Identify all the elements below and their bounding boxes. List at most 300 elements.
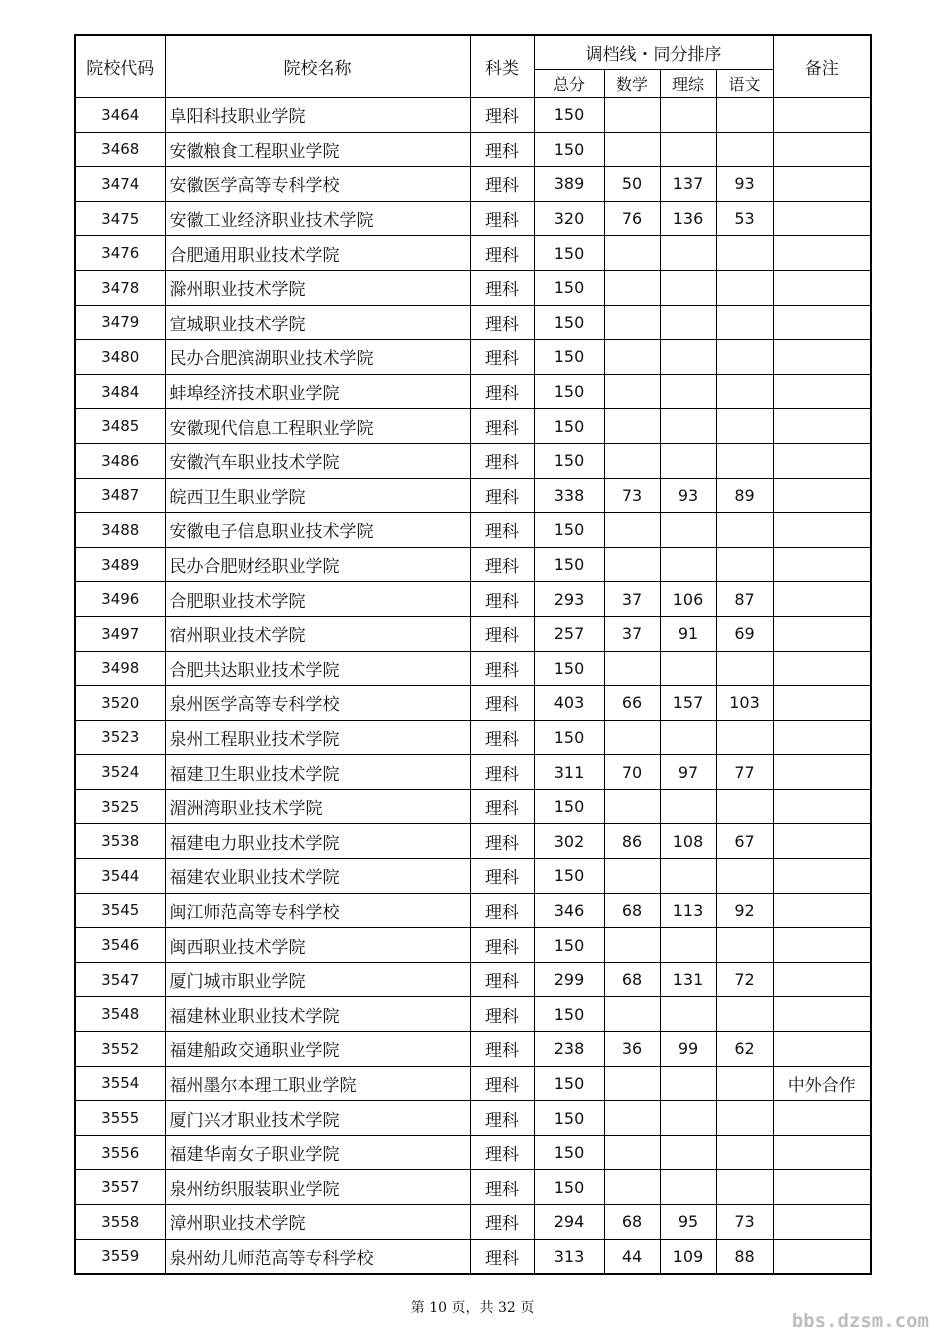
cell-math <box>604 98 660 133</box>
table-row <box>75 167 871 202</box>
cell-math: 86 <box>604 824 660 859</box>
cell-chinese: 62 <box>716 1032 773 1067</box>
cell-category: 理科 <box>470 1135 534 1170</box>
table-row <box>75 893 871 928</box>
cell-math <box>604 132 660 167</box>
cell-note <box>773 616 871 651</box>
cell-math: 66 <box>604 686 660 721</box>
cell-total: 150 <box>534 443 604 478</box>
header-school-code: 院校代码 <box>75 35 165 98</box>
cell-math <box>604 997 660 1032</box>
cell-category: 理科 <box>470 686 534 721</box>
cell-total: 150 <box>534 340 604 375</box>
cell-total: 150 <box>534 789 604 824</box>
cell-chinese <box>716 1066 773 1101</box>
cell-science: 97 <box>660 755 716 790</box>
cell-school-name: 安徽电子信息职业技术学院 <box>165 513 470 548</box>
cell-note <box>773 167 871 202</box>
cell-category: 理科 <box>470 1032 534 1067</box>
cell-math <box>604 1066 660 1101</box>
cell-note <box>773 651 871 686</box>
cell-category: 理科 <box>470 928 534 963</box>
cell-total: 150 <box>534 98 604 133</box>
cell-note <box>773 513 871 548</box>
table-row <box>75 98 871 133</box>
cell-chinese: 73 <box>716 1205 773 1240</box>
table-row <box>75 616 871 651</box>
cell-school-code: 3558 <box>75 1205 165 1240</box>
cell-science <box>660 236 716 271</box>
cell-math: 76 <box>604 201 660 236</box>
cell-science <box>660 132 716 167</box>
cell-school-name: 闽西职业技术学院 <box>165 928 470 963</box>
cell-category: 理科 <box>470 962 534 997</box>
cell-note <box>773 1239 871 1274</box>
cell-science <box>660 789 716 824</box>
cell-math <box>604 305 660 340</box>
cell-total: 150 <box>534 1170 604 1205</box>
cell-school-code: 3555 <box>75 1101 165 1136</box>
cell-science: 99 <box>660 1032 716 1067</box>
cell-school-name: 厦门兴才职业技术学院 <box>165 1101 470 1136</box>
cell-school-name: 合肥通用职业技术学院 <box>165 236 470 271</box>
cell-total: 150 <box>534 720 604 755</box>
cell-math: 68 <box>604 962 660 997</box>
cell-total: 338 <box>534 478 604 513</box>
cell-total: 313 <box>534 1239 604 1274</box>
table-row <box>75 997 871 1032</box>
cell-school-name: 厦门城市职业学院 <box>165 962 470 997</box>
table-row <box>75 1032 871 1067</box>
cell-category: 理科 <box>470 201 534 236</box>
cell-note <box>773 98 871 133</box>
cell-note <box>773 1170 871 1205</box>
cell-school-name: 福州墨尔本理工职业学院 <box>165 1066 470 1101</box>
cell-category: 理科 <box>470 789 534 824</box>
cell-category: 理科 <box>470 893 534 928</box>
cell-school-name: 民办合肥滨湖职业技术学院 <box>165 340 470 375</box>
cell-math <box>604 513 660 548</box>
cell-science <box>660 340 716 375</box>
cell-science: 131 <box>660 962 716 997</box>
cell-chinese <box>716 374 773 409</box>
cell-math <box>604 789 660 824</box>
cell-note <box>773 1135 871 1170</box>
cell-school-code: 3559 <box>75 1239 165 1274</box>
cell-school-code: 3486 <box>75 443 165 478</box>
cell-math <box>604 1101 660 1136</box>
cell-chinese: 88 <box>716 1239 773 1274</box>
cell-category: 理科 <box>470 374 534 409</box>
cell-school-name: 福建卫生职业技术学院 <box>165 755 470 790</box>
cell-note: 中外合作 <box>773 1066 871 1101</box>
table-row <box>75 340 871 375</box>
cell-chinese <box>716 98 773 133</box>
cell-category: 理科 <box>470 824 534 859</box>
cell-category: 理科 <box>470 1101 534 1136</box>
cell-category: 理科 <box>470 443 534 478</box>
cell-category: 理科 <box>470 582 534 617</box>
cell-note <box>773 928 871 963</box>
cell-note <box>773 582 871 617</box>
cell-math <box>604 547 660 582</box>
cell-science <box>660 1170 716 1205</box>
cell-science <box>660 270 716 305</box>
cell-chinese <box>716 859 773 894</box>
cell-note <box>773 270 871 305</box>
cell-note <box>773 132 871 167</box>
cell-chinese <box>716 409 773 444</box>
cell-school-code: 3547 <box>75 962 165 997</box>
cell-school-name: 安徽现代信息工程职业学院 <box>165 409 470 444</box>
cell-school-code: 3484 <box>75 374 165 409</box>
table-row <box>75 443 871 478</box>
header-total: 总分 <box>534 70 604 98</box>
cell-school-name: 宣城职业技术学院 <box>165 305 470 340</box>
cell-category: 理科 <box>470 859 534 894</box>
site-watermark: bbs.dzsm.com <box>791 1310 929 1332</box>
cell-math <box>604 236 660 271</box>
cell-total: 311 <box>534 755 604 790</box>
cell-school-code: 3545 <box>75 893 165 928</box>
cell-school-name: 滁州职业技术学院 <box>165 270 470 305</box>
cell-note <box>773 340 871 375</box>
cell-school-name: 湄洲湾职业技术学院 <box>165 789 470 824</box>
table-row <box>75 305 871 340</box>
cell-science: 109 <box>660 1239 716 1274</box>
table-row <box>75 686 871 721</box>
cell-school-name: 阜阳科技职业学院 <box>165 98 470 133</box>
cell-category: 理科 <box>470 409 534 444</box>
cell-science: 137 <box>660 167 716 202</box>
cell-school-name: 安徽汽车职业技术学院 <box>165 443 470 478</box>
cell-school-code: 3480 <box>75 340 165 375</box>
table-row <box>75 236 871 271</box>
cell-science <box>660 98 716 133</box>
cell-chinese: 103 <box>716 686 773 721</box>
cell-category: 理科 <box>470 305 534 340</box>
cell-note <box>773 755 871 790</box>
cell-school-code: 3474 <box>75 167 165 202</box>
cell-school-code: 3525 <box>75 789 165 824</box>
table-row <box>75 513 871 548</box>
table-row <box>75 1066 871 1101</box>
header-chinese: 语文 <box>716 70 773 98</box>
table-row <box>75 1135 871 1170</box>
cell-math: 36 <box>604 1032 660 1067</box>
cell-science: 113 <box>660 893 716 928</box>
cell-school-code: 3557 <box>75 1170 165 1205</box>
cell-chinese <box>716 132 773 167</box>
cell-school-code: 3464 <box>75 98 165 133</box>
cell-school-code: 3476 <box>75 236 165 271</box>
cell-science: 136 <box>660 201 716 236</box>
table-row <box>75 789 871 824</box>
cell-total: 150 <box>534 236 604 271</box>
cell-science <box>660 513 716 548</box>
cell-note <box>773 1205 871 1240</box>
cell-science <box>660 928 716 963</box>
cell-science <box>660 547 716 582</box>
cell-note <box>773 997 871 1032</box>
cell-total: 150 <box>534 1135 604 1170</box>
cell-note <box>773 893 871 928</box>
header-science: 理综 <box>660 70 716 98</box>
cell-school-name: 泉州医学高等专科学校 <box>165 686 470 721</box>
cell-school-code: 3488 <box>75 513 165 548</box>
cell-math <box>604 1135 660 1170</box>
cell-science: 93 <box>660 478 716 513</box>
cell-school-name: 泉州纺织服装职业学院 <box>165 1170 470 1205</box>
cell-school-code: 3556 <box>75 1135 165 1170</box>
cell-school-code: 3479 <box>75 305 165 340</box>
cell-school-name: 合肥职业技术学院 <box>165 582 470 617</box>
cell-total: 150 <box>534 409 604 444</box>
table-row <box>75 824 871 859</box>
cell-chinese <box>716 1170 773 1205</box>
header-math: 数学 <box>604 70 660 98</box>
cell-total: 293 <box>534 582 604 617</box>
cell-chinese <box>716 1135 773 1170</box>
cell-category: 理科 <box>470 513 534 548</box>
cell-total: 299 <box>534 962 604 997</box>
cell-note <box>773 409 871 444</box>
table-row <box>75 1101 871 1136</box>
cell-school-code: 3548 <box>75 997 165 1032</box>
cell-total: 238 <box>534 1032 604 1067</box>
cell-math <box>604 409 660 444</box>
table-row <box>75 755 871 790</box>
table-row <box>75 132 871 167</box>
cell-chinese <box>716 789 773 824</box>
cell-note <box>773 443 871 478</box>
cell-school-name: 合肥共达职业技术学院 <box>165 651 470 686</box>
cell-note <box>773 547 871 582</box>
cell-school-name: 福建农业职业技术学院 <box>165 859 470 894</box>
cell-science <box>660 409 716 444</box>
cell-school-code: 3524 <box>75 755 165 790</box>
table-row <box>75 1205 871 1240</box>
cell-total: 320 <box>534 201 604 236</box>
table-row <box>75 928 871 963</box>
table-row <box>75 1239 871 1274</box>
cell-school-code: 3554 <box>75 1066 165 1101</box>
cell-total: 389 <box>534 167 604 202</box>
cell-chinese <box>716 270 773 305</box>
cell-total: 150 <box>534 374 604 409</box>
cell-school-code: 3546 <box>75 928 165 963</box>
table-row <box>75 478 871 513</box>
cell-science <box>660 1135 716 1170</box>
table-row <box>75 720 871 755</box>
cell-chinese: 69 <box>716 616 773 651</box>
cell-school-code: 3498 <box>75 651 165 686</box>
cell-math: 68 <box>604 1205 660 1240</box>
cell-chinese <box>716 236 773 271</box>
cell-category: 理科 <box>470 1239 534 1274</box>
cell-category: 理科 <box>470 755 534 790</box>
cell-chinese: 92 <box>716 893 773 928</box>
cell-school-name: 福建林业职业技术学院 <box>165 997 470 1032</box>
cell-category: 理科 <box>470 478 534 513</box>
cell-chinese <box>716 305 773 340</box>
cell-note <box>773 1032 871 1067</box>
cell-math <box>604 443 660 478</box>
cell-total: 346 <box>534 893 604 928</box>
cell-school-code: 3523 <box>75 720 165 755</box>
cell-chinese: 72 <box>716 962 773 997</box>
cell-school-code: 3538 <box>75 824 165 859</box>
cell-school-code: 3478 <box>75 270 165 305</box>
header-school-name: 院校名称 <box>165 35 470 98</box>
cell-math <box>604 270 660 305</box>
table-body <box>75 98 871 1275</box>
cell-total: 150 <box>534 270 604 305</box>
cell-note <box>773 859 871 894</box>
cell-school-code: 3487 <box>75 478 165 513</box>
cell-science <box>660 374 716 409</box>
table-row <box>75 201 871 236</box>
table-row <box>75 859 871 894</box>
cell-total: 150 <box>534 859 604 894</box>
cell-category: 理科 <box>470 98 534 133</box>
cell-school-name: 宿州职业技术学院 <box>165 616 470 651</box>
cell-chinese <box>716 720 773 755</box>
cell-science <box>660 720 716 755</box>
cell-total: 150 <box>534 997 604 1032</box>
cell-chinese: 89 <box>716 478 773 513</box>
cell-school-name: 漳州职业技术学院 <box>165 1205 470 1240</box>
cell-total: 150 <box>534 132 604 167</box>
cell-math: 44 <box>604 1239 660 1274</box>
cell-school-name: 泉州工程职业技术学院 <box>165 720 470 755</box>
cell-chinese: 67 <box>716 824 773 859</box>
cell-chinese <box>716 928 773 963</box>
page-footer: 第 10 页，共 32 页 <box>410 1300 535 1316</box>
cell-school-name: 福建华南女子职业学院 <box>165 1135 470 1170</box>
cell-chinese <box>716 513 773 548</box>
header-note: 备注 <box>773 35 871 98</box>
cell-science <box>660 997 716 1032</box>
cell-category: 理科 <box>470 1170 534 1205</box>
cell-total: 257 <box>534 616 604 651</box>
cell-total: 302 <box>534 824 604 859</box>
cell-category: 理科 <box>470 236 534 271</box>
cell-total: 150 <box>534 305 604 340</box>
table-row <box>75 1170 871 1205</box>
cell-school-name: 民办合肥财经职业学院 <box>165 547 470 582</box>
cell-school-code: 3489 <box>75 547 165 582</box>
cell-category: 理科 <box>470 547 534 582</box>
cell-math: 70 <box>604 755 660 790</box>
table-row <box>75 547 871 582</box>
cell-note <box>773 962 871 997</box>
cell-science: 95 <box>660 1205 716 1240</box>
cell-science <box>660 1101 716 1136</box>
header-category: 科类 <box>470 35 534 98</box>
cell-category: 理科 <box>470 997 534 1032</box>
cell-math <box>604 340 660 375</box>
cell-note <box>773 374 871 409</box>
cell-total: 403 <box>534 686 604 721</box>
cell-chinese: 77 <box>716 755 773 790</box>
cell-category: 理科 <box>470 167 534 202</box>
cell-chinese <box>716 997 773 1032</box>
cell-school-code: 3468 <box>75 132 165 167</box>
cell-school-name: 安徽粮食工程职业学院 <box>165 132 470 167</box>
admission-score-table <box>74 34 872 1275</box>
cell-total: 150 <box>534 513 604 548</box>
cell-total: 150 <box>534 1066 604 1101</box>
cell-math <box>604 651 660 686</box>
cell-total: 294 <box>534 1205 604 1240</box>
cell-school-code: 3475 <box>75 201 165 236</box>
cell-category: 理科 <box>470 270 534 305</box>
cell-chinese: 53 <box>716 201 773 236</box>
table-row <box>75 270 871 305</box>
cell-category: 理科 <box>470 651 534 686</box>
cell-note <box>773 720 871 755</box>
cell-note <box>773 201 871 236</box>
cell-school-code: 3552 <box>75 1032 165 1067</box>
cell-note <box>773 824 871 859</box>
table-row <box>75 374 871 409</box>
cell-total: 150 <box>534 928 604 963</box>
cell-note <box>773 1101 871 1136</box>
cell-category: 理科 <box>470 132 534 167</box>
cell-math: 73 <box>604 478 660 513</box>
table-row <box>75 409 871 444</box>
cell-math: 37 <box>604 616 660 651</box>
cell-science <box>660 305 716 340</box>
cell-school-name: 蚌埠经济技术职业学院 <box>165 374 470 409</box>
cell-math <box>604 374 660 409</box>
table-row <box>75 962 871 997</box>
cell-note <box>773 478 871 513</box>
cell-chinese <box>716 1101 773 1136</box>
cell-school-name: 福建电力职业技术学院 <box>165 824 470 859</box>
cell-math: 50 <box>604 167 660 202</box>
cell-school-code: 3497 <box>75 616 165 651</box>
cell-total: 150 <box>534 1101 604 1136</box>
cell-chinese: 93 <box>716 167 773 202</box>
cell-science <box>660 859 716 894</box>
cell-math <box>604 859 660 894</box>
cell-science: 106 <box>660 582 716 617</box>
cell-science <box>660 443 716 478</box>
cell-category: 理科 <box>470 616 534 651</box>
table-row <box>75 651 871 686</box>
cell-total: 150 <box>534 651 604 686</box>
cell-note <box>773 305 871 340</box>
cell-school-name: 安徽工业经济职业技术学院 <box>165 201 470 236</box>
cell-math: 68 <box>604 893 660 928</box>
cell-category: 理科 <box>470 1205 534 1240</box>
cell-math <box>604 1170 660 1205</box>
cell-science <box>660 1066 716 1101</box>
cell-science: 157 <box>660 686 716 721</box>
cell-math <box>604 720 660 755</box>
cell-science <box>660 651 716 686</box>
header-score-group: 调档线・同分排序 <box>534 35 773 70</box>
cell-chinese <box>716 547 773 582</box>
cell-school-code: 3485 <box>75 409 165 444</box>
cell-school-name: 安徽医学高等专科学校 <box>165 167 470 202</box>
cell-school-code: 3544 <box>75 859 165 894</box>
cell-chinese <box>716 340 773 375</box>
cell-math <box>604 928 660 963</box>
cell-science: 91 <box>660 616 716 651</box>
